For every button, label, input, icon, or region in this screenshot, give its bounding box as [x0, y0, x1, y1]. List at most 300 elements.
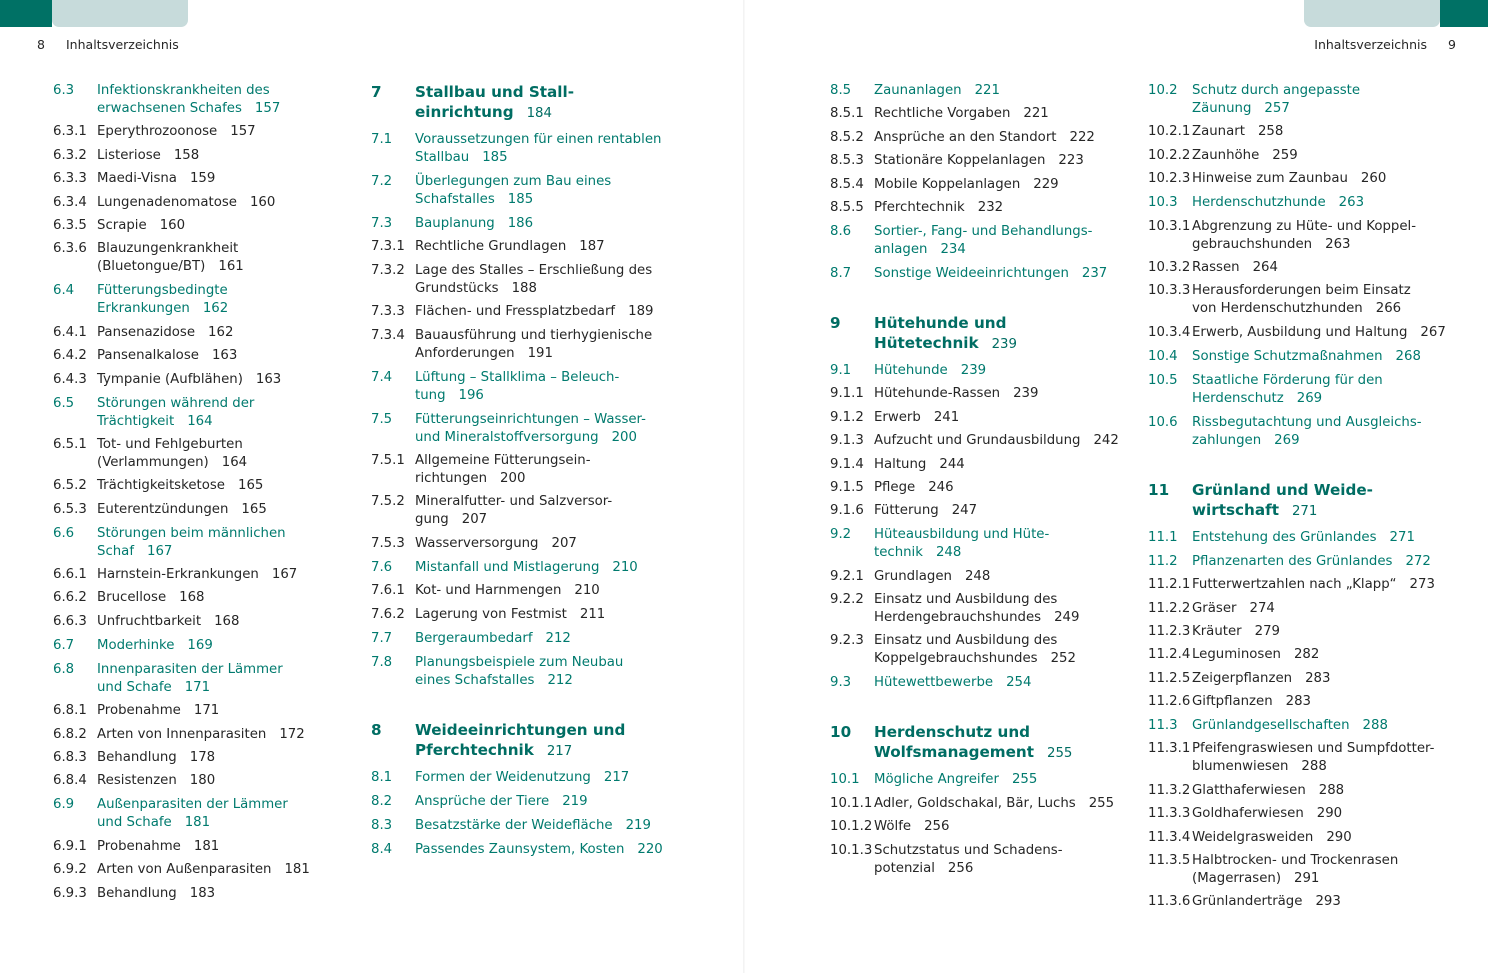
toc-title-line [371, 173, 691, 191]
toc-title-line [53, 82, 373, 100]
toc-section [1148, 717, 1468, 735]
toc-section [53, 525, 373, 561]
toc-title-line [53, 100, 373, 118]
toc-title-line [53, 796, 373, 814]
toc-title-line [830, 241, 1150, 259]
toc-subsection [53, 702, 373, 720]
toc-title-text: Mineralfutter- und Salzversor- [415, 494, 613, 510]
toc-page-number: 181 [184, 815, 211, 831]
toc-title-text: Hütehunde und [874, 313, 1007, 332]
toc-number: 7.3.2 [371, 262, 405, 278]
toc-title-line [1148, 670, 1468, 688]
toc-subsection [830, 199, 1150, 217]
toc-page-number: 219 [562, 793, 588, 809]
toc-title-line [1148, 170, 1468, 188]
toc-subsection [1148, 670, 1468, 688]
toc-page-number: 167 [271, 567, 298, 583]
toc-title-text: Listeriose [97, 147, 161, 163]
toc-page-number: 269 [1296, 390, 1323, 406]
toc-title-text: Hinweise zum Zaunbau [1192, 171, 1348, 187]
toc-title-line [830, 313, 1150, 333]
toc-title-text: Haltung [874, 456, 927, 472]
toc-subsection [1148, 218, 1468, 254]
toc-subsection [830, 842, 1150, 878]
toc-number: 6.8.2 [53, 726, 87, 742]
toc-title-text: Sonstige Schutzmaßnahmen [1192, 348, 1383, 364]
toc-title-line [830, 362, 1150, 380]
toc-number: 10.3.3 [1148, 283, 1191, 299]
toc-section [53, 637, 373, 655]
toc-title-line [1148, 480, 1468, 500]
toc-page-number: 196 [458, 387, 484, 403]
toc-title-line [371, 238, 691, 256]
toc-title-text: blumenwiesen [1192, 759, 1289, 775]
toc-page-number: 257 [1264, 101, 1290, 116]
toc-number: 10.2.3 [1148, 171, 1191, 187]
toc-title-text: Schaf [97, 543, 135, 559]
toc-section [1148, 372, 1468, 408]
toc-title-line [830, 456, 1150, 474]
toc-title-line [830, 105, 1150, 123]
toc-title-line [53, 240, 373, 258]
toc-page-number: 279 [1254, 623, 1281, 639]
toc-title-text: Maedi-Visna [97, 171, 177, 187]
toc-subsection [1148, 740, 1468, 776]
toc-title-text: Außenparasiten der Lämmer [97, 797, 288, 813]
toc-page-number: 163 [255, 371, 282, 387]
toc-page-number: 172 [279, 726, 305, 742]
toc-page-number: 237 [1081, 265, 1108, 281]
toc-number: 7.2 [371, 174, 393, 189]
toc-subsection [53, 194, 373, 212]
toc-subsection [53, 589, 373, 607]
toc-page-number: 185 [482, 150, 508, 165]
toc-section [1148, 553, 1468, 571]
toc-number: 9.2.2 [830, 592, 864, 608]
toc-title-text: Schutzstatus und Schadens- [874, 842, 1063, 858]
toc-title-text: Pfeifengraswiesen und Sumpfdotter- [1192, 741, 1435, 757]
toc-subsection [1148, 282, 1468, 318]
toc-column-1 [53, 82, 373, 908]
toc-page-number: 162 [208, 324, 234, 340]
toc-page-number: 207 [551, 535, 577, 551]
toc-title-line [1148, 553, 1468, 571]
toc-title-line [830, 591, 1150, 609]
toc-title-text: gung [415, 512, 449, 528]
toc-title-line [53, 454, 373, 472]
toc-number: 6.9.3 [53, 885, 87, 901]
toc-title-text: Stallbau [415, 150, 470, 165]
toc-number: 6.5.2 [53, 478, 87, 494]
toc-title-line [1148, 100, 1468, 118]
toc-page-number: 210 [612, 559, 638, 575]
toc-section [371, 654, 691, 690]
toc-number: 10.3.2 [1148, 259, 1191, 275]
toc-title-text: Schafstalles [415, 192, 495, 207]
toc-number: 9.1.5 [830, 479, 864, 495]
toc-title-line [830, 742, 1150, 764]
toc-number: 11.3.1 [1148, 741, 1191, 757]
toc-page-number: 246 [928, 479, 954, 495]
toc-page-number: 223 [1058, 153, 1084, 169]
toc-subsection [371, 238, 691, 256]
toc-title-text: Wölfe [874, 819, 912, 835]
toc-title-line [371, 280, 691, 298]
toc-title-line [53, 395, 373, 413]
toc-page-number: 210 [574, 583, 600, 599]
toc-title-text: Ansprüche an den Standort [874, 129, 1057, 145]
toc-title-line [371, 387, 691, 405]
toc-title-line [53, 613, 373, 631]
toc-title-text: Pflege [874, 479, 916, 495]
toc-page-number: 256 [947, 860, 974, 876]
toc-number: 6.5 [53, 395, 75, 411]
toc-subsection [830, 568, 1150, 586]
toc-number: 6.8.1 [53, 703, 87, 719]
toc-page-number: 242 [1093, 433, 1119, 449]
toc-number: 11.2.3 [1148, 623, 1191, 639]
toc-number: 6.4 [53, 283, 75, 299]
toc-page-number: 200 [500, 470, 526, 486]
right-running-head: Inhaltsverzeichnis [1314, 37, 1427, 52]
toc-title-text: richtungen [415, 470, 488, 486]
toc-page-number: 164 [221, 454, 248, 470]
toc-section [371, 369, 691, 405]
toc-title-line [830, 650, 1150, 668]
toc-number: 10.3.1 [1148, 218, 1191, 234]
left-light-tab [52, 0, 188, 27]
toc-section [1148, 348, 1468, 366]
toc-subsection [830, 479, 1150, 497]
toc-page-number: 178 [189, 750, 216, 766]
toc-subsection [830, 632, 1150, 668]
toc-title-line [1148, 82, 1468, 100]
toc-section [830, 82, 1150, 100]
toc-subsection [53, 477, 373, 495]
toc-title-line [371, 215, 691, 233]
toc-title-line [830, 632, 1150, 650]
toc-number: 8.5.4 [830, 176, 864, 192]
toc-title-text: technik [874, 545, 923, 561]
toc-number: 6.9 [53, 797, 75, 813]
toc-number: 10.4 [1148, 348, 1178, 364]
toc-title-text: Voraussetzungen für einen rentablen [415, 132, 662, 147]
toc-title-line [830, 502, 1150, 520]
toc-title-text: Grünlanderträge [1192, 894, 1303, 910]
toc-title-text: Blauzungenkrankheit [97, 241, 239, 257]
left-color-tab [0, 0, 52, 27]
toc-column-4 [1148, 82, 1468, 917]
toc-title-text: Arten von Innenparasiten [97, 726, 267, 742]
toc-page-number: 180 [189, 773, 216, 789]
toc-title-line [830, 82, 1150, 100]
toc-title-line [1148, 829, 1468, 847]
toc-subsection [1148, 646, 1468, 664]
toc-number: 6.6.1 [53, 567, 87, 583]
toc-title-text: Lagerung von Festmist [415, 606, 567, 622]
toc-page-number: 272 [1405, 553, 1431, 569]
toc-subsection [371, 327, 691, 363]
toc-section [830, 674, 1150, 692]
toc-page-number: 273 [1409, 577, 1435, 593]
toc-number: 11.2.2 [1148, 600, 1191, 616]
toc-title-text: Pansenalkalose [97, 348, 199, 364]
toc-title-line [53, 772, 373, 790]
toc-title-text: Erwerb [874, 409, 921, 425]
toc-subsection [53, 838, 373, 856]
toc-title-text: Futterwertzahlen nach „Klapp“ [1192, 577, 1397, 593]
toc-title-text: Fütterungseinrichtungen – Wasser- [415, 411, 646, 427]
toc-page-number: 185 [507, 192, 534, 207]
toc-number: 6.3 [53, 83, 75, 98]
toc-title-line [1148, 348, 1468, 366]
toc-title-text: Flächen- und Fressplatzbedarf [415, 304, 616, 320]
toc-page-number: 229 [1033, 176, 1059, 192]
toc-number: 7.5 [371, 411, 393, 427]
toc-title-text: Bauplanung [415, 216, 495, 231]
toc-title-text: Aufzucht und Grundausbildung [874, 433, 1081, 449]
toc-page-number: 219 [625, 817, 651, 833]
toc-title-text: Rissbegutachtung und Ausgleichs- [1192, 414, 1422, 430]
toc-title-line [53, 885, 373, 903]
toc-title-line [53, 861, 373, 879]
toc-title-text: Überlegungen zum Bau eines [415, 174, 612, 189]
toc-page-number: 254 [1006, 675, 1032, 691]
toc-title-text: Abgrenzung zu Hüte- und Koppel- [1192, 218, 1417, 234]
toc-page-number: 211 [579, 606, 606, 622]
toc-subsection [830, 385, 1150, 403]
toc-number: 11.2 [1148, 553, 1178, 569]
toc-page-number: 169 [187, 637, 213, 653]
toc-page-number: 207 [461, 512, 488, 528]
toc-number: 8.5 [830, 83, 852, 98]
toc-subsection [1148, 623, 1468, 641]
toc-page-number: 288 [1301, 759, 1327, 775]
toc-title-line [53, 838, 373, 856]
toc-title-text: Gräser [1192, 600, 1237, 616]
toc-page-number: 255 [1011, 772, 1038, 788]
toc-number: 7.3 [371, 216, 393, 231]
toc-title-line [1148, 758, 1468, 776]
toc-title-text: Herdenschutz [1192, 390, 1284, 406]
toc-subsection [830, 818, 1150, 836]
page-gutter [743, 0, 745, 973]
toc-number: 11.2.4 [1148, 647, 1191, 663]
toc-title-text: tung [415, 387, 446, 403]
toc-number: 6.7 [53, 637, 75, 653]
toc-title-line [53, 749, 373, 767]
toc-number: 10.2 [1148, 83, 1178, 98]
toc-page-number: 220 [637, 841, 663, 857]
toc-title-line [53, 589, 373, 607]
toc-number: 6.5.1 [53, 436, 87, 452]
toc-title-text: gebrauchshunden [1192, 236, 1313, 252]
toc-number: 6.3.6 [53, 241, 87, 257]
toc-number: 7.5.1 [371, 452, 405, 468]
toc-title-line [1148, 740, 1468, 758]
toc-page-number: 183 [189, 885, 216, 901]
toc-title-line [53, 726, 373, 744]
toc-number: 6.4.3 [53, 371, 87, 387]
toc-title-text: Pflanzenarten des Grünlandes [1192, 553, 1393, 569]
toc-title-text: Rechtliche Vorgaben [874, 106, 1011, 122]
toc-number: 6.4.2 [53, 348, 87, 364]
toc-subsection [1148, 576, 1468, 594]
toc-number: 7.5.3 [371, 535, 405, 551]
toc-title-text: Pansenazidose [97, 324, 196, 340]
toc-title-line [53, 194, 373, 212]
toc-title-text: Bauausführung und tierhygienische [415, 327, 653, 343]
toc-subsection [53, 726, 373, 744]
toc-subsection [830, 795, 1150, 813]
toc-page-number: 164 [187, 413, 213, 429]
toc-page-number: 212 [545, 630, 571, 646]
toc-title-text: Kot- und Harnmengen [415, 583, 562, 599]
toc-title-line [371, 303, 691, 321]
toc-title-line [830, 223, 1150, 241]
toc-section [371, 131, 691, 167]
toc-subsection [1148, 829, 1468, 847]
toc-page-number: 189 [628, 304, 654, 320]
toc-title-line [53, 566, 373, 584]
toc-title-text: Planungsbeispiele zum Neubau [415, 654, 624, 670]
toc-page-number: 247 [951, 503, 978, 519]
toc-number: 8.6 [830, 223, 852, 239]
toc-title-text: anlagen [874, 241, 928, 257]
toc-number: 6.6 [53, 525, 75, 541]
toc-title-line [830, 674, 1150, 692]
toc-page-number: 274 [1249, 600, 1275, 616]
toc-page-number: 188 [511, 280, 537, 296]
toc-section [1148, 529, 1468, 547]
toc-title-text: Koppelgebrauchshundes [874, 651, 1038, 667]
toc-title-text: Weideeinrichtungen und [415, 720, 626, 739]
toc-title-text: potenzial [874, 860, 935, 876]
toc-title-line [371, 470, 691, 488]
toc-title-line [371, 535, 691, 553]
toc-page-number: 221 [974, 83, 1000, 98]
toc-number: 7.6 [371, 559, 393, 575]
toc-page-number: 264 [1252, 259, 1278, 275]
toc-number: 10.1.3 [830, 842, 873, 858]
toc-page-number: 157 [230, 124, 256, 140]
toc-number: 11.3.2 [1148, 782, 1191, 798]
toc-number: 6.8.4 [53, 773, 87, 789]
toc-page-number: 158 [173, 147, 200, 163]
toc-title-line [371, 740, 691, 762]
toc-number: 10 [830, 723, 852, 742]
toc-subsection [53, 861, 373, 879]
toc-title-text: Behandlung [97, 885, 177, 901]
toc-title-line [830, 544, 1150, 562]
toc-page-number: 293 [1315, 894, 1341, 910]
toc-title-line [830, 818, 1150, 836]
toc-title-line [1148, 870, 1468, 888]
toc-number: 11.1 [1148, 529, 1178, 545]
toc-page-number: 260 [1360, 171, 1387, 187]
toc-title-text: und Mineralstoffversorgung [415, 429, 599, 445]
toc-title-line [53, 661, 373, 679]
toc-subsection [53, 170, 373, 188]
toc-title-text: Giftpflanzen [1192, 694, 1273, 710]
toc-title-text: zahlungen [1192, 432, 1262, 448]
toc-title-text: Moderhinke [97, 637, 175, 653]
toc-title-line [371, 559, 691, 577]
toc-subsection [830, 105, 1150, 123]
toc-title-text: (Bluetongue/BT) [97, 259, 206, 275]
toc-number: 10.2.1 [1148, 124, 1191, 140]
toc-subsection [830, 591, 1150, 627]
toc-section [830, 265, 1150, 283]
toc-section [1148, 194, 1468, 212]
toc-title-line [53, 324, 373, 342]
toc-title-line [1148, 123, 1468, 141]
toc-subsection [53, 749, 373, 767]
toc-page-number: 248 [935, 545, 962, 561]
toc-number: 9.1.2 [830, 409, 864, 425]
toc-title-line [53, 637, 373, 655]
toc-chapter [1148, 480, 1468, 522]
toc-title-line [830, 479, 1150, 497]
toc-number: 11.3 [1148, 718, 1178, 734]
toc-title-line [53, 702, 373, 720]
toc-page-number: 171 [184, 679, 211, 695]
toc-page-number: 267 [1420, 324, 1446, 340]
toc-number: 11.2.1 [1148, 577, 1191, 593]
toc-number: 8.3 [371, 817, 393, 833]
toc-number: 8.2 [371, 793, 393, 809]
toc-title-text: Glatthaferwiesen [1192, 782, 1306, 798]
toc-title-text: Staatliche Förderung für den [1192, 372, 1383, 388]
toc-section [371, 173, 691, 209]
toc-title-line [830, 176, 1150, 194]
toc-title-line [1148, 646, 1468, 664]
toc-subsection [830, 502, 1150, 520]
toc-title-text: (Verlammungen) [97, 454, 209, 470]
toc-section [53, 395, 373, 431]
toc-page-number: 256 [924, 819, 950, 835]
toc-title-text: Störungen beim männlichen [97, 525, 286, 541]
toc-title-line [53, 300, 373, 318]
toc-page-number: 165 [241, 501, 267, 517]
toc-title-text: Herausforderungen beim Einsatz [1192, 283, 1411, 299]
toc-page-number: 249 [1054, 610, 1080, 626]
toc-section [371, 841, 691, 859]
toc-title-text: Zaunhöhe [1192, 147, 1260, 163]
toc-title-line [53, 525, 373, 543]
toc-title-text: Hüteausbildung und Hüte- [874, 527, 1050, 543]
toc-title-text: und Schafe [97, 679, 172, 695]
toc-title-line [371, 411, 691, 429]
toc-title-line [371, 82, 691, 102]
toc-page-number: 266 [1375, 301, 1402, 317]
toc-title-line [371, 327, 691, 345]
toc-title-line [830, 199, 1150, 217]
toc-column-2 [371, 82, 691, 864]
toc-section [53, 282, 373, 318]
toc-number: 9.1 [830, 362, 852, 378]
toc-title-line [1148, 623, 1468, 641]
toc-section [371, 215, 691, 233]
toc-title-text: Adler, Goldschakal, Bär, Luchs [874, 795, 1076, 811]
toc-page-number: 248 [964, 568, 991, 584]
toc-title-line [53, 371, 373, 389]
toc-title-line [830, 609, 1150, 627]
toc-subsection [1148, 170, 1468, 188]
toc-title-line [371, 672, 691, 690]
toc-subsection [53, 772, 373, 790]
toc-title-text: Goldhaferwiesen [1192, 806, 1304, 822]
